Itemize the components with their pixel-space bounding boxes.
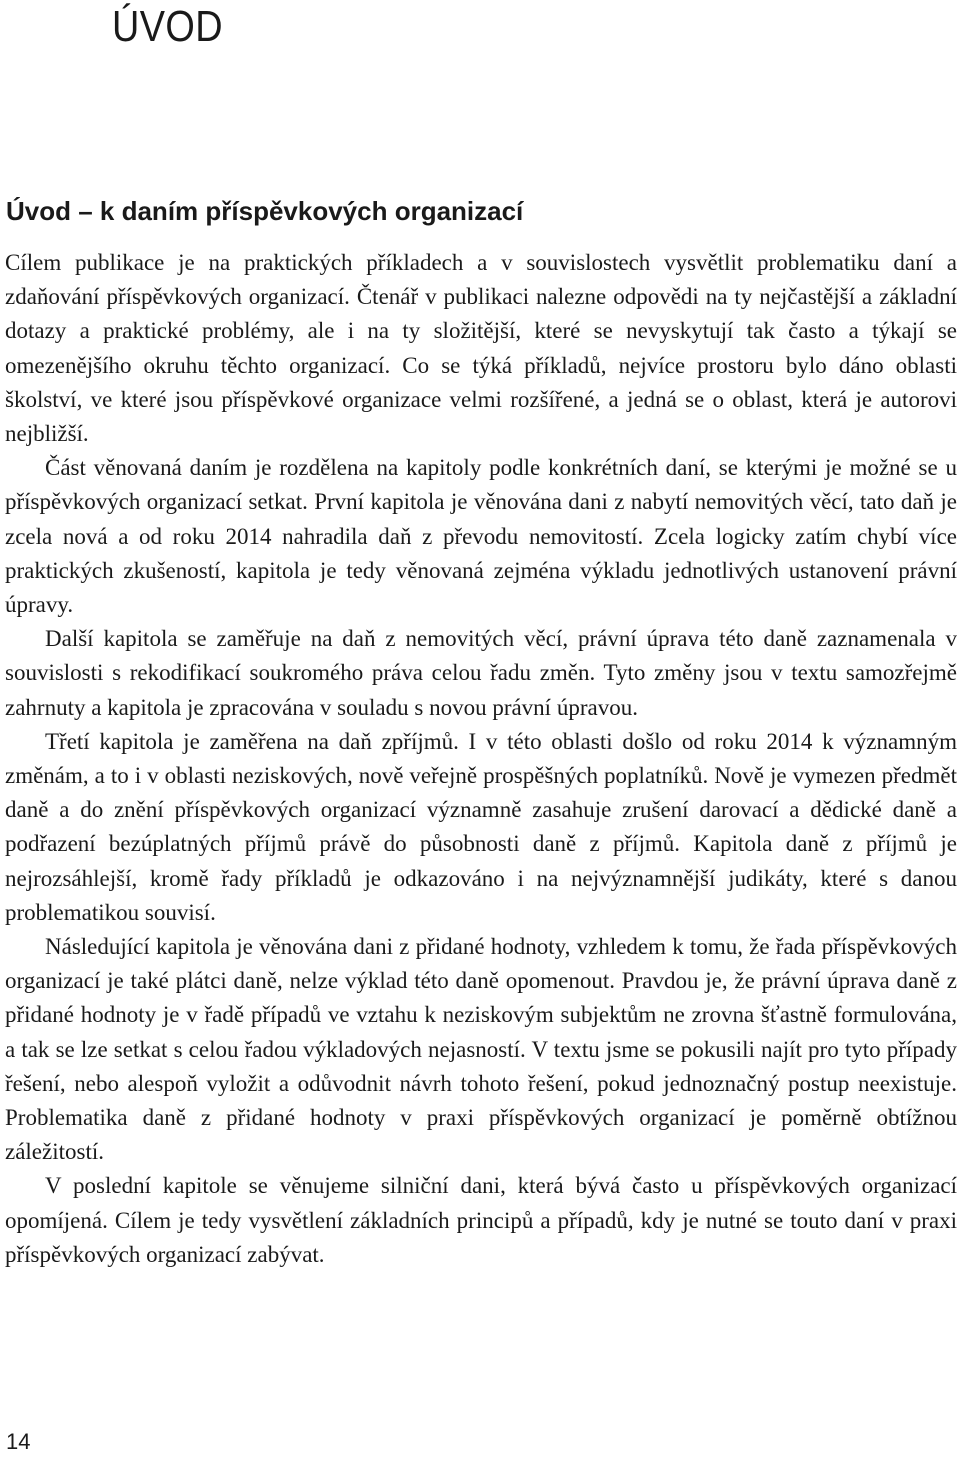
- paragraph-property-tax: Další kapitola se zaměřuje na daň z nemovitých věcí, právní úprava této daně zaznamenala v souvislosti s rekodifikací soukromého práva celou řadu změn. Tyto změny jsou v textu samozřejmě zahrnuty a kapitola je zpracována v souladu s novou právní úpravou.: [5, 626, 957, 720]
- paragraph-chapters-overview: Část věnovaná daním je rozdělena na kapitoly podle konkrétních daní, se kterými je možné se u příspěvkových organizací setkat. První kapitola je věnována dani z nabytí nemovitých věcí, tato daň je zcela nová a od roku 2014 nahradila daň z převodu nemovitostí. Zcela logicky zatím chybí více praktických zkušeností, kapitola je tedy věnovaná zejména výkladu jednotlivých ustanovení právní úpravy.: [5, 455, 957, 618]
- paragraph-intro: Cílem publikace je na praktických příkladech a v souvislostech vysvětlit problematiku daní a zdaňování příspěvkových organizací. Čtenář v publikaci nalezne odpovědi na ty nejčastější a základní dotazy a praktické problémy, ale i na ty složitější, které se nevyskytují tak často a týkají se omezenějšího okruhu těchto organizací. Co se týká příkladů, nejvíce prostoru bylo dáno oblasti školství, ve které jsou příspěvkové organizace velmi rozšířené, a jedná se o oblast, která je autorovi nejbližší.: [5, 250, 957, 447]
- section-heading: Úvod – k daním příspěvkových organizací: [6, 196, 524, 226]
- page-number: 14: [6, 1429, 31, 1454]
- paragraph-road-tax: V poslední kapitole se věnujeme silniční dani, která bývá často u příspěvkových organizací opomíjená. Cílem je tedy vysvětlení základních principů a případů, kdy je nutné se touto daní v praxi příspěvkových organizací zabývat.: [5, 1173, 957, 1267]
- chapter-title: ÚVOD: [112, 2, 224, 51]
- paragraph-vat: Následující kapitola je věnována dani z přidané hodnoty, vzhledem k tomu, že řada příspěvkových organizací je také plátci daně, nelze výklad této daně opomenout. Pravdou je, že právní úprava daně z přidané hodnoty je v řadě případů ve vztahu k neziskovým subjektům ne zrovna šťastně formulována, a tak se lze setkat s celou řadou výkladových nejasností. V textu jsme se pokusili najít pro tyto případy řešení, nebo alespoň vyložit a odůvodnit návrh tohoto řešení, pokud jednoznačný postup neexistuje. Problematika daně z přidané hodnoty v praxi příspěvkových organizací je poměrně obtížnou záležitostí.: [5, 934, 957, 1165]
- body-text: [5, 246, 957, 1272]
- paragraph-income-tax: Třetí kapitola je zaměřena na daň zpříjmů. I v této oblasti došlo od roku 2014 k významným změnám, a to i v oblasti neziskových, nově veřejně prospěšných poplatníků. Nově je vymezen předmět daně a do znění příspěvkových organizací významně zasahuje zrušení darovací a dědické daně a podřazení bezúplatných příjmů právě do působnosti daně z příjmů. Kapitola daně z příjmů je nejrozsáhlejší, kromě řady příkladů je odkazováno i na nejvýznamnější judikáty, které s danou problematikou souvisí.: [5, 728, 957, 925]
